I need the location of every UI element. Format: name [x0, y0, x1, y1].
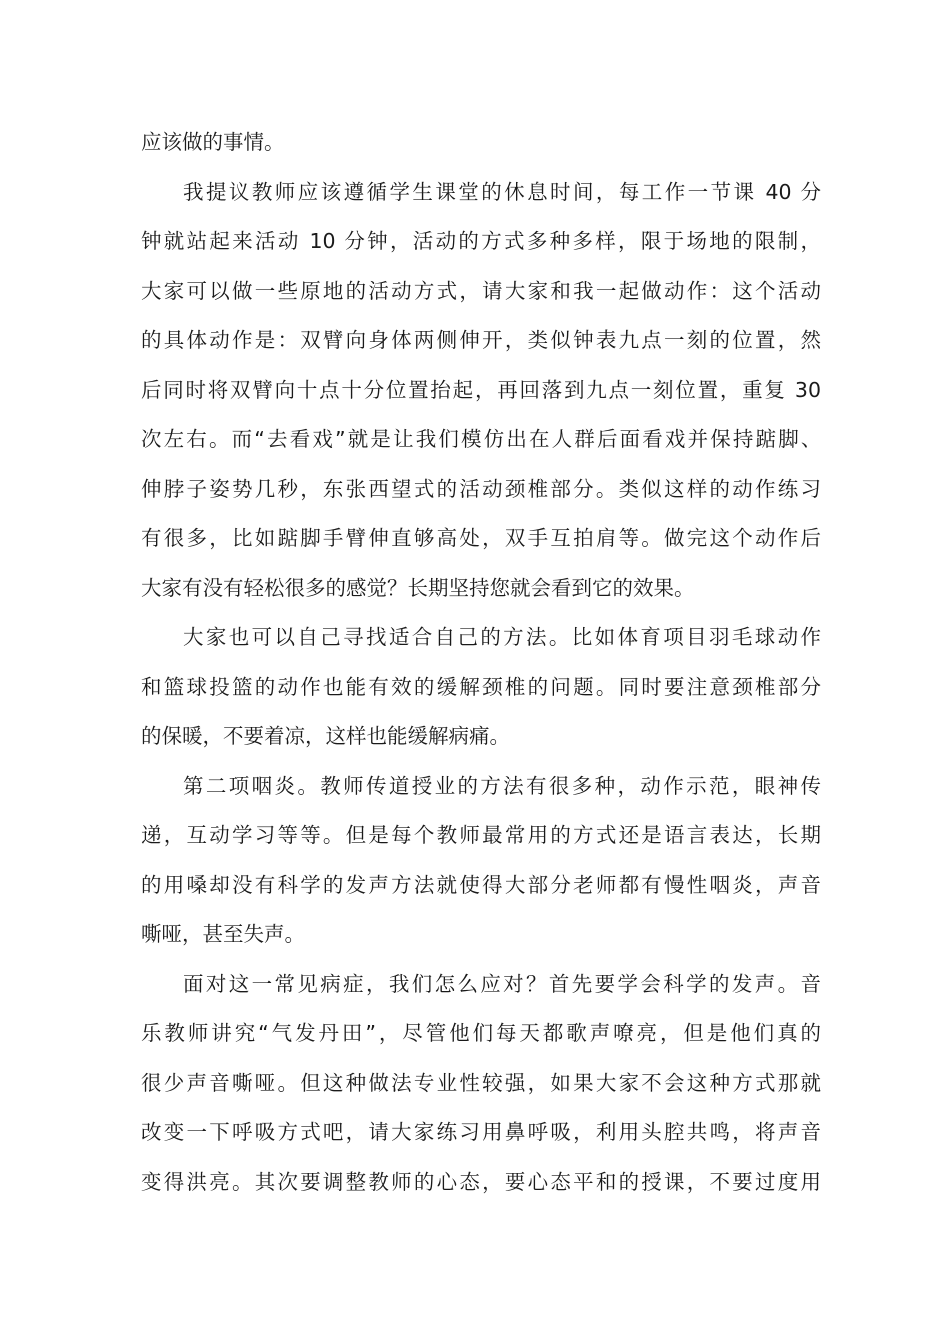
text-line: 大家有没有轻松很多的感觉？长期坚持您就会看到它的效果。	[141, 575, 695, 600]
text-line: 钟就站起来活动 10 分钟，活动的方式多种多样，限于场地的限制，	[141, 229, 821, 253]
text-line: 变得洪亮。其次要调整教师的心态，要心态平和的授课，不要过度用	[141, 1169, 821, 1194]
text-line: 我提议教师应该遵循学生课堂的休息时间，每工作一节课 40 分	[183, 179, 821, 204]
text-line: 很少声音嘶哑。但这种做法专业性较强，如果大家不会这种方式那就	[141, 1070, 821, 1095]
text-line: 乐教师讲究“气发丹田”，尽管他们每天都歌声嘹亮，但是他们真的	[141, 1021, 821, 1045]
text-line: 大家也可以自己寻找适合自己的方法。比如体育项目羽毛球动作	[183, 625, 821, 649]
text-line: 的保暖，不要着凉，这样也能缓解病痛。	[141, 724, 510, 748]
text-line: 改变一下呼吸方式吧，请大家练习用鼻呼吸，利用头腔共鸣，将声音	[141, 1120, 821, 1144]
text-line: 伸脖子姿势几秒，东张西望式的活动颈椎部分。类似这样的动作练习	[141, 476, 821, 501]
text-line: 嘶哑，甚至失声。	[141, 922, 305, 946]
body-text	[141, 118, 821, 1207]
text-line: 的用嗓却没有科学的发声方法就使得大部分老师都有慢性咽炎，声音	[141, 872, 821, 897]
text-line: 应该做的事情。	[141, 130, 285, 154]
text-line: 有很多，比如踮脚手臂伸直够高处，双手互拍肩等。做完这个动作后	[141, 526, 821, 550]
text-line: 后同时将双臂向十点十分位置抬起，再回落到九点一刻位置，重复 30	[141, 377, 821, 402]
text-line: 大家可以做一些原地的活动方式，请大家和我一起做动作：这个活动	[141, 278, 821, 303]
text-line: 次左右。而“去看戏”就是让我们模仿出在人群后面看戏并保持踮脚、	[141, 427, 821, 451]
text-line: 第二项咽炎。教师传道授业的方法有很多种，动作示范，眼神传	[183, 773, 821, 798]
text-line: 和篮球投篮的动作也能有效的缓解颈椎的问题。同时要注意颈椎部分	[141, 674, 821, 699]
text-line: 面对这一常见病症，我们怎么应对？首先要学会科学的发声。音	[183, 971, 821, 996]
text-line: 递，互动学习等等。但是每个教师最常用的方式还是语言表达，长期	[141, 823, 821, 847]
text-line: 的具体动作是：双臂向身体两侧伸开，类似钟表九点一刻的位置，然	[141, 328, 821, 352]
